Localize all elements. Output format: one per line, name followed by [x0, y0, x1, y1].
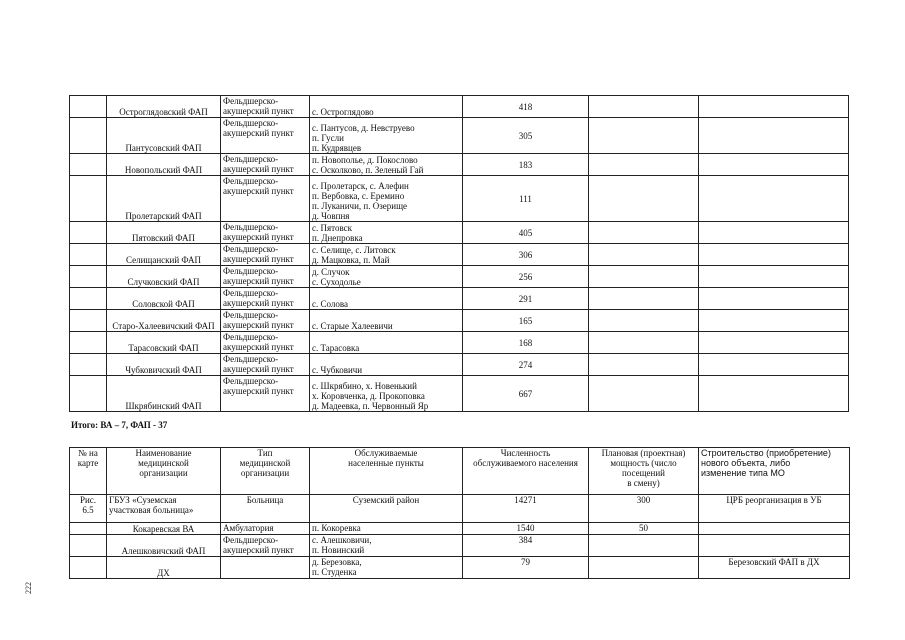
- construction-cell: [699, 154, 849, 176]
- construction-cell: Березовский ФАП в ДХ: [699, 557, 850, 579]
- org-type-cell-line: акушерский пункт: [223, 186, 294, 196]
- served-settlements-cell-line: с. Старые Халеевичи: [312, 321, 393, 331]
- population-cell: 291: [463, 288, 589, 310]
- planned-capacity-cell: [589, 118, 699, 154]
- served-settlements-cell-line: с. Пролетарск, с. Алефин: [312, 181, 409, 191]
- org-type-cell-line: акушерский пункт: [223, 298, 294, 308]
- served-settlements-cell: [310, 523, 463, 535]
- served-settlements-cell-line: п. Вербовка, с. Еремино: [312, 191, 405, 201]
- population-cell: 111: [463, 176, 589, 222]
- served-settlements-cell-line: с. Солова: [312, 299, 348, 309]
- org-type-cell-line: акушерский пункт: [223, 276, 294, 286]
- population-cell: 274: [463, 354, 589, 376]
- facilities-table-body: [70, 96, 849, 412]
- org-type-cell: [221, 354, 310, 376]
- construction-cell: [699, 523, 850, 535]
- planned-capacity-cell: [589, 332, 699, 354]
- planned-capacity-cell: 50: [589, 523, 699, 535]
- construction-cell: ЦРБ реорганизация в УБ: [699, 495, 850, 523]
- map-number-cell-line: 6.5: [82, 505, 94, 515]
- org-type-cell: [221, 557, 310, 579]
- construction-cell: [699, 222, 849, 244]
- served-settlements-cell: [310, 376, 463, 412]
- served-settlements-cell-line: Суземский район: [352, 495, 420, 505]
- page-number: 222: [24, 582, 33, 594]
- table-header-row: [70, 448, 850, 495]
- table-row: [70, 118, 849, 154]
- planned-capacity-cell: [589, 354, 699, 376]
- org-name-cell: Селищанский ФАП: [107, 244, 221, 266]
- map-number-cell: [70, 266, 107, 288]
- map-number-cell: [70, 118, 107, 154]
- served-settlements-cell-line: д. Мадеевка, п. Червонный Яр: [312, 401, 429, 411]
- map-number-cell: [70, 523, 107, 535]
- served-settlements-cell-line: п. Гусли: [312, 133, 344, 143]
- table-row: [70, 266, 849, 288]
- table-row: [70, 557, 850, 579]
- table-row: [70, 535, 850, 557]
- table-row: [70, 332, 849, 354]
- org-type-cell-line: Амбулатория: [223, 523, 274, 533]
- org-name-cell: [107, 495, 221, 523]
- org-type-cell-line: Фельдшерско-: [223, 244, 279, 254]
- population-cell: 14271: [463, 495, 589, 523]
- map-number-cell: [70, 176, 107, 222]
- construction-cell: [699, 244, 849, 266]
- population-cell: 1540: [463, 523, 589, 535]
- planned-capacity-cell: [589, 557, 699, 579]
- header-served-settlements: Обслуживаемые населенные пункты: [310, 448, 463, 495]
- served-settlements-cell: [310, 288, 463, 310]
- served-settlements-cell-line: п. Кокоревка: [312, 523, 361, 533]
- table-row: [70, 176, 849, 222]
- served-settlements-cell-line: п. Новинский: [312, 545, 365, 555]
- org-name-cell: Шкрябинский ФАП: [107, 376, 221, 412]
- map-number-cell: [70, 96, 107, 118]
- served-settlements-cell-line: д. Мацковка, п. Май: [312, 255, 390, 265]
- org-name-cell-line: Алешковичский ФАП: [121, 546, 206, 556]
- org-name-cell: Соловской ФАП: [107, 288, 221, 310]
- header-construction: Строительство (приобретение) нового объекта, либо изменение типа МО: [699, 448, 850, 495]
- population-cell: 165: [463, 310, 589, 332]
- served-settlements-cell-line: п. Днепровка: [312, 233, 363, 243]
- map-number-cell: [70, 495, 107, 523]
- table-row: [70, 523, 850, 535]
- served-settlements-cell-line: с. Алешковичи,: [312, 535, 372, 545]
- org-type-cell: [221, 535, 310, 557]
- org-name-cell: [107, 535, 221, 557]
- served-settlements-cell-line: д. Човпня: [312, 211, 350, 221]
- planned-capacity-cell: [589, 535, 699, 557]
- facilities-table-continued: [69, 95, 849, 412]
- planned-capacity-cell: [589, 376, 699, 412]
- map-number-cell-line: Рис.: [79, 495, 97, 505]
- population-cell: 306: [463, 244, 589, 266]
- org-type-cell-line: Фельдшерско-: [223, 154, 279, 164]
- map-number-cell: [70, 288, 107, 310]
- construction-cell: [699, 535, 850, 557]
- org-name-cell: [107, 557, 221, 579]
- org-type-cell-line: акушерский пункт: [223, 232, 294, 242]
- org-type-cell-line: акушерский пункт: [223, 128, 294, 138]
- org-type-cell: [221, 288, 310, 310]
- org-type-cell: [221, 523, 310, 535]
- construction-cell: [699, 376, 849, 412]
- org-type-cell: [221, 118, 310, 154]
- org-type-cell-line: акушерский пункт: [223, 342, 294, 352]
- served-settlements-cell-line: с. Чубковичи: [312, 365, 363, 375]
- org-type-cell-line: акушерский пункт: [223, 164, 294, 174]
- population-cell: 405: [463, 222, 589, 244]
- population-cell: 667: [463, 376, 589, 412]
- construction-cell: [699, 354, 849, 376]
- org-type-cell: [221, 332, 310, 354]
- header-org-type: Тип медицинской организации: [221, 448, 310, 495]
- population-cell: 305: [463, 118, 589, 154]
- construction-cell: [699, 266, 849, 288]
- org-name-cell-line: ДХ: [157, 568, 170, 578]
- served-settlements-cell: [310, 495, 463, 523]
- served-settlements-cell: [310, 332, 463, 354]
- header-org-name: Наименование медицинской организации: [107, 448, 221, 495]
- table-row: [70, 376, 849, 412]
- population-cell: 79: [463, 557, 589, 579]
- planned-capacity-cell: [589, 96, 699, 118]
- served-settlements-cell: [310, 310, 463, 332]
- served-settlements-cell: [310, 154, 463, 176]
- planned-capacity-cell: [589, 244, 699, 266]
- org-name-cell: Старо-Халеевичский ФАП: [107, 310, 221, 332]
- org-type-cell-line: акушерский пункт: [223, 364, 294, 374]
- header-population: Численность обслуживаемого населения: [463, 448, 589, 495]
- org-type-cell: [221, 96, 310, 118]
- map-number-cell: [70, 535, 107, 557]
- org-name-cell: Случковский ФАП: [107, 266, 221, 288]
- served-settlements-cell: [310, 266, 463, 288]
- org-type-cell: [221, 266, 310, 288]
- map-number-cell: [70, 310, 107, 332]
- org-type-cell-line: Фельдшерско-: [223, 332, 279, 342]
- facilities-table-new-body: [70, 495, 850, 579]
- served-settlements-cell: [310, 557, 463, 579]
- served-settlements-cell: [310, 535, 463, 557]
- population-cell: 256: [463, 266, 589, 288]
- served-settlements-cell: [310, 176, 463, 222]
- planned-capacity-cell: [589, 222, 699, 244]
- table-row: [70, 495, 850, 523]
- org-name-cell: [107, 523, 221, 535]
- facilities-table-new: [69, 447, 850, 579]
- map-number-cell: [70, 376, 107, 412]
- table-row: [70, 354, 849, 376]
- served-settlements-cell-line: с. Тарасовка: [312, 343, 360, 353]
- table-row: [70, 154, 849, 176]
- org-name-cell: Чубковичский ФАП: [107, 354, 221, 376]
- construction-cell: [699, 176, 849, 222]
- served-settlements-cell: [310, 244, 463, 266]
- served-settlements-cell-line: п. Новополье, д. Покослово: [312, 155, 418, 165]
- org-type-cell-line: акушерский пункт: [223, 320, 294, 330]
- served-settlements-cell-line: с. Остроглядово: [312, 107, 374, 117]
- table-row: [70, 288, 849, 310]
- construction-cell: [699, 310, 849, 332]
- header-planned-capacity: Плановая (проектная) мощность (число посещений в смену): [589, 448, 699, 495]
- planned-capacity-cell: [589, 154, 699, 176]
- map-number-cell: [70, 354, 107, 376]
- total-line: Итого: ВА – 7, ФАП - 37: [71, 420, 168, 430]
- served-settlements-cell-line: с. Шкрябино, х. Новенький: [312, 381, 417, 391]
- org-type-cell-line: Больница: [246, 495, 284, 505]
- planned-capacity-cell: [589, 266, 699, 288]
- org-type-cell-line: Фельдшерско-: [223, 288, 279, 298]
- served-settlements-cell-line: п. Луканичи, п. Озерище: [312, 201, 408, 211]
- served-settlements-cell-line: с. Осколково, п. Зеленый Гай: [312, 165, 424, 175]
- org-type-cell: [221, 154, 310, 176]
- served-settlements-cell-line: с. Суходолье: [312, 277, 361, 287]
- org-type-cell-line: Фельдшерско-: [223, 310, 279, 320]
- org-type-cell-line: Фельдшерско-: [223, 96, 279, 106]
- served-settlements-cell-line: п. Кудрявцев: [312, 143, 362, 153]
- org-type-cell: [221, 495, 310, 523]
- org-type-cell-line: Фельдшерско-: [223, 266, 279, 276]
- org-type-cell-line: акушерский пункт: [223, 545, 294, 555]
- org-name-cell-line: участковая больница»: [109, 505, 194, 515]
- table-row: [70, 310, 849, 332]
- org-name-cell: Тарасовский ФАП: [107, 332, 221, 354]
- org-name-cell: Пантусовский ФАП: [107, 118, 221, 154]
- map-number-cell: [70, 222, 107, 244]
- served-settlements-cell-line: д. Березовка,: [312, 557, 362, 567]
- served-settlements-cell-line: д. Случок: [312, 267, 350, 277]
- construction-cell: [699, 96, 849, 118]
- population-cell: 168: [463, 332, 589, 354]
- org-name-cell-line: ГБУЗ «Суземская: [109, 495, 177, 505]
- served-settlements-cell: [310, 118, 463, 154]
- served-settlements-cell: [310, 96, 463, 118]
- org-name-cell-line: Кокаревская ВА: [132, 524, 195, 534]
- served-settlements-cell-line: с. Пантусов, д. Невструево: [312, 123, 415, 133]
- served-settlements-cell-line: с. Пятовск: [312, 223, 353, 233]
- table-row: [70, 244, 849, 266]
- header-map-number: № на карте: [70, 448, 107, 495]
- table-row: [70, 96, 849, 118]
- org-type-cell: [221, 176, 310, 222]
- map-number-cell: [70, 557, 107, 579]
- org-type-cell-line: Фельдшерско-: [223, 118, 279, 128]
- served-settlements-cell-line: с. Селище, с. Литовск: [312, 245, 396, 255]
- planned-capacity-cell: [589, 310, 699, 332]
- served-settlements-cell: [310, 222, 463, 244]
- org-type-cell-line: Фельдшерско-: [223, 376, 279, 386]
- served-settlements-cell-line: х. Коровченка, д. Прокоповка: [312, 391, 425, 401]
- org-type-cell: [221, 376, 310, 412]
- org-type-cell-line: Фельдшерско-: [223, 354, 279, 364]
- planned-capacity-cell: [589, 176, 699, 222]
- population-cell: 183: [463, 154, 589, 176]
- planned-capacity-cell: 300: [589, 495, 699, 523]
- org-type-cell: [221, 244, 310, 266]
- map-number-cell: [70, 154, 107, 176]
- org-name-cell: Пятовский ФАП: [107, 222, 221, 244]
- org-name-cell: Новопольский ФАП: [107, 154, 221, 176]
- map-number-cell: [70, 332, 107, 354]
- map-number-cell: [70, 244, 107, 266]
- org-type-cell: [221, 310, 310, 332]
- org-name-cell: Пролетарский ФАП: [107, 176, 221, 222]
- construction-cell: [699, 118, 849, 154]
- table-row: [70, 222, 849, 244]
- org-type-cell-line: акушерский пункт: [223, 386, 294, 396]
- construction-cell: [699, 332, 849, 354]
- served-settlements-cell-line: п. Студенка: [312, 567, 357, 577]
- org-type-cell-line: Фельдшерско-: [223, 176, 279, 186]
- org-type-cell-line: Фельдшерско-: [223, 222, 279, 232]
- org-type-cell-line: акушерский пункт: [223, 106, 294, 116]
- served-settlements-cell: [310, 354, 463, 376]
- planned-capacity-cell: [589, 288, 699, 310]
- org-type-cell: [221, 222, 310, 244]
- population-cell: 418: [463, 96, 589, 118]
- org-type-cell-line: акушерский пункт: [223, 254, 294, 264]
- org-type-cell-line: Фельдшерско-: [223, 535, 279, 545]
- construction-cell: [699, 288, 849, 310]
- population-cell: 384: [463, 535, 589, 557]
- org-name-cell: Остроглядовский ФАП: [107, 96, 221, 118]
